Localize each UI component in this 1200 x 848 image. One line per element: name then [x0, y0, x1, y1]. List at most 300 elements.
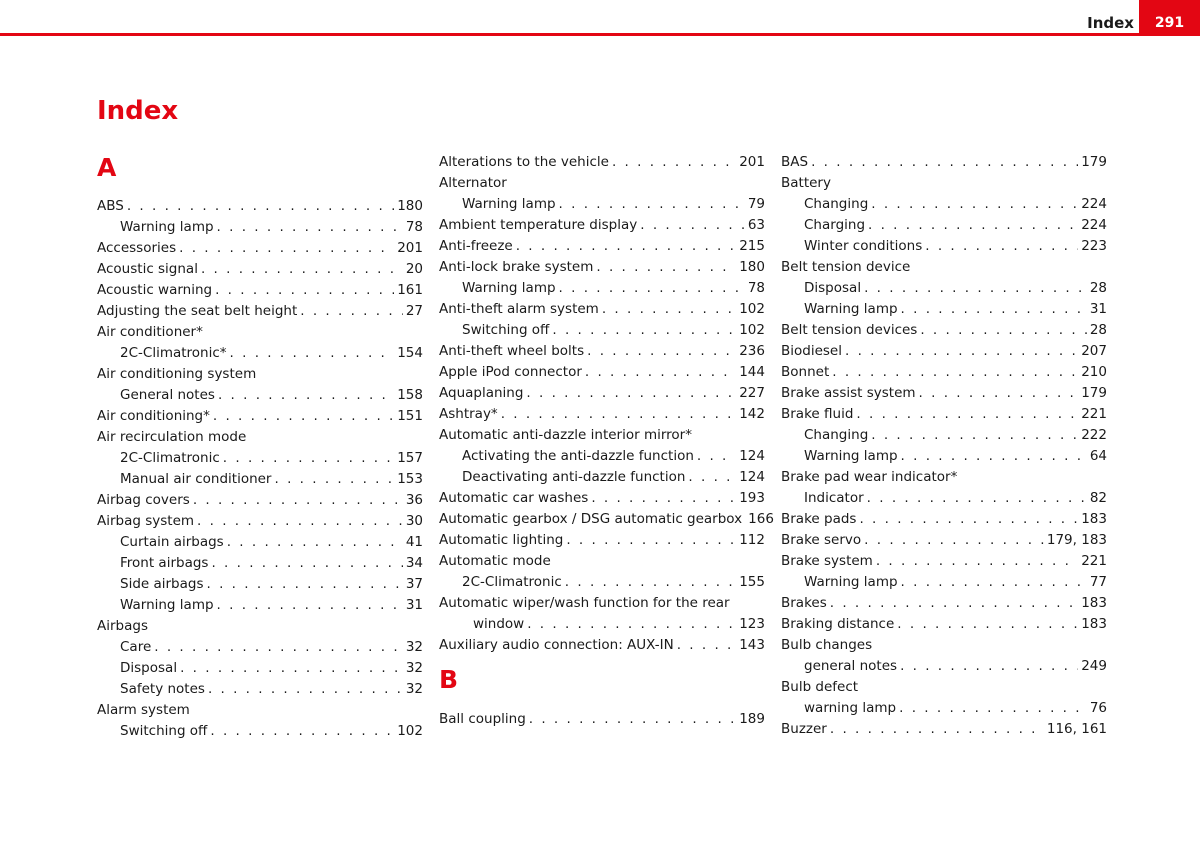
index-subentry [781, 194, 1107, 215]
index-entry [781, 509, 1107, 530]
leader-dots [197, 511, 403, 532]
leader-dots [218, 385, 394, 406]
leader-dots [585, 362, 736, 383]
entry-label: Anti-freeze [439, 238, 513, 254]
index-entry [97, 427, 423, 448]
entry-page-number: 183 [1081, 616, 1107, 632]
entry-page-number: 151 [397, 408, 423, 424]
entry-page-number: 179 [1081, 385, 1107, 401]
index-entry [97, 322, 423, 343]
entry-page-number: 112 [739, 532, 765, 548]
leader-dots [899, 698, 1087, 719]
entry-label: window [473, 616, 525, 632]
entry-page-number: 153 [397, 471, 423, 487]
entry-page-number: 41 [405, 534, 423, 550]
index-entry [439, 152, 765, 173]
index-subentry [439, 194, 765, 215]
entry-page-number: 183 [1081, 595, 1107, 611]
leader-dots [591, 488, 736, 509]
entry-page-number: 183 [1081, 511, 1107, 527]
entry-label: Automatic mode [439, 553, 551, 569]
index-subentry [439, 467, 765, 488]
index-subentry [97, 721, 423, 742]
leader-dots [223, 448, 394, 469]
entry-page-number: 32 [405, 681, 423, 697]
index-entry [781, 530, 1107, 551]
index-entry [439, 488, 765, 509]
section-letter-b: B [439, 665, 459, 694]
index-entry [97, 490, 423, 511]
entry-label: Disposal [120, 660, 178, 676]
entry-label: Automatic gearbox / DSG automatic gearbox [439, 511, 743, 527]
index-subentry [97, 532, 423, 553]
entry-page-number: 166 [748, 511, 774, 527]
entry-label: Automatic wiper/wash function for the rear [439, 595, 730, 611]
entry-label: Warning lamp [120, 597, 214, 613]
index-entry [439, 635, 765, 656]
entry-page-number: 36 [405, 492, 423, 508]
entry-label: Curtain airbags [120, 534, 224, 550]
index-subentry [439, 446, 765, 467]
index-subentry [97, 679, 423, 700]
page-title: Index [97, 96, 179, 126]
entry-label: Charging [804, 217, 866, 233]
entry-label: Alarm system [97, 702, 190, 718]
entry-page-number: 222 [1081, 427, 1107, 443]
leader-dots [900, 656, 1078, 677]
index-column-3 [781, 152, 1107, 740]
entry-page-number: 227 [739, 385, 765, 401]
index-subentry [781, 656, 1107, 677]
entry-label: General notes [120, 387, 215, 403]
index-entry [781, 467, 1107, 488]
entry-label: Airbag system [97, 513, 195, 529]
entry-page-number: 76 [1089, 700, 1107, 716]
index-subentry [781, 425, 1107, 446]
index-entry [439, 362, 765, 383]
index-subentry [97, 385, 423, 406]
entry-page-number: 32 [405, 639, 423, 655]
index-subentry [781, 299, 1107, 320]
index-subentry [97, 637, 423, 658]
entry-label: Warning lamp [462, 280, 556, 296]
entry-page-number: 193 [739, 490, 765, 506]
index-subentry [781, 572, 1107, 593]
entry-label: Care [120, 639, 152, 655]
entry-page-number: 34 [405, 555, 423, 571]
entry-label: warning lamp [804, 700, 897, 716]
page-number: 291 [1154, 15, 1185, 31]
entry-label: Anti-lock brake system [439, 259, 594, 275]
entry-page-number: 143 [739, 637, 765, 653]
entry-label: Warning lamp [804, 448, 898, 464]
entry-label: Warning lamp [462, 196, 556, 212]
leader-dots [559, 278, 745, 299]
entry-page-number: 31 [1089, 301, 1107, 317]
entry-page-number: 144 [739, 364, 765, 380]
entry-label: Brake pads [781, 511, 857, 527]
index-entry [439, 173, 765, 194]
leader-dots [193, 490, 403, 511]
index-entry [439, 404, 765, 425]
entry-label: Changing [804, 196, 869, 212]
leader-dots [677, 635, 737, 656]
entry-page-number: 27 [405, 303, 423, 319]
entry-page-number: 82 [1089, 490, 1107, 506]
leader-dots [871, 194, 1078, 215]
entry-label: Buzzer [781, 721, 827, 737]
entry-page-number: 102 [397, 723, 423, 739]
entry-label: Auxiliary audio connection: AUX-IN [439, 637, 674, 653]
entry-label: Brake assist system [781, 385, 916, 401]
entry-label: Indicator [804, 490, 864, 506]
entry-page-number: 158 [397, 387, 423, 403]
entry-label: Biodiesel [781, 343, 842, 359]
entry-page-number: 78 [747, 280, 765, 296]
index-list [781, 152, 1107, 740]
entry-label: Automatic anti-dazzle interior mirror* [439, 427, 692, 443]
leader-dots [516, 236, 737, 257]
leader-dots [217, 595, 403, 616]
index-entry [97, 700, 423, 721]
leader-dots [688, 467, 736, 488]
section-letter-a: A [97, 153, 117, 182]
index-entry [439, 530, 765, 551]
entry-page-number: 201 [739, 154, 765, 170]
leader-dots [901, 446, 1087, 467]
leader-dots [697, 446, 736, 467]
leader-dots [230, 343, 395, 364]
index-list [439, 152, 774, 656]
leader-dots [180, 658, 403, 679]
index-entry [781, 152, 1107, 173]
leader-dots [845, 341, 1078, 362]
index-subentry [781, 215, 1107, 236]
entry-label: 2C-Climatronic [462, 574, 562, 590]
leader-dots [864, 530, 1044, 551]
index-entry [781, 362, 1107, 383]
index-entry [439, 593, 765, 614]
entry-label: Brakes [781, 595, 827, 611]
leader-dots [925, 236, 1078, 257]
entry-label: Aquaplaning [439, 385, 524, 401]
entry-label: Brake system [781, 553, 873, 569]
index-entry [97, 616, 423, 637]
entry-label: Apple iPod connector [439, 364, 582, 380]
entry-label: Ambient temperature display [439, 217, 638, 233]
entry-label: Adjusting the seat belt height [97, 303, 298, 319]
index-entry [781, 383, 1107, 404]
index-subentry [781, 278, 1107, 299]
index-entry [439, 551, 765, 572]
leader-dots [901, 572, 1087, 593]
entry-label: Alternator [439, 175, 507, 191]
entry-label: Acoustic warning [97, 282, 213, 298]
entry-label: Brake fluid [781, 406, 854, 422]
entry-label: Air conditioner* [97, 324, 203, 340]
index-subentry [97, 448, 423, 469]
index-subentry [781, 236, 1107, 257]
entry-page-number: 179 [1081, 154, 1107, 170]
entry-page-number: 215 [739, 238, 765, 254]
index-subentry [97, 469, 423, 490]
index-column-2 [439, 152, 774, 730]
entry-page-number: 189 [739, 711, 765, 727]
leader-dots [127, 196, 394, 217]
leader-dots [217, 217, 403, 238]
index-entry [781, 257, 1107, 278]
entry-page-number: 124 [739, 469, 765, 485]
leader-dots [832, 362, 1078, 383]
entry-label: Bonnet [781, 364, 830, 380]
entry-label: Anti-theft alarm system [439, 301, 599, 317]
entry-label: Alterations to the vehicle [439, 154, 609, 170]
index-entry [439, 425, 765, 446]
leader-dots [612, 152, 736, 173]
index-subentry [97, 574, 423, 595]
index-subentry [781, 446, 1107, 467]
index-entry [97, 196, 423, 217]
entry-page-number: 63 [747, 217, 765, 233]
entry-label: Airbags [97, 618, 148, 634]
entry-page-number: 78 [405, 219, 423, 235]
leader-dots [201, 259, 403, 280]
index-entry [97, 511, 423, 532]
index-subentry [439, 320, 765, 341]
leader-dots [154, 637, 403, 658]
leader-dots [897, 614, 1078, 635]
index-entry [439, 257, 765, 278]
entry-page-number: 201 [397, 240, 423, 256]
entry-label: Airbag covers [97, 492, 190, 508]
entry-page-number: 64 [1089, 448, 1107, 464]
entry-label: Belt tension device [781, 259, 911, 275]
leader-dots [867, 488, 1087, 509]
entry-label: Winter conditions [804, 238, 923, 254]
leader-dots [559, 194, 745, 215]
entry-page-number: 155 [739, 574, 765, 590]
entry-label: Braking distance [781, 616, 895, 632]
leader-dots [856, 404, 1078, 425]
index-entry [439, 299, 765, 320]
entry-label: Brake servo [781, 532, 862, 548]
entry-page-number: 207 [1081, 343, 1107, 359]
entry-page-number: 116, 161 [1046, 721, 1107, 737]
index-entry [97, 238, 423, 259]
entry-label: Warning lamp [804, 574, 898, 590]
index-entry [439, 509, 774, 530]
entry-page-number: 20 [405, 261, 423, 277]
index-subentry [439, 278, 765, 299]
entry-label: Changing [804, 427, 869, 443]
index-subentry [439, 572, 765, 593]
index-entry [781, 719, 1107, 740]
index-entry [781, 614, 1107, 635]
leader-dots [920, 320, 1086, 341]
leader-dots [596, 257, 736, 278]
entry-label: Ball coupling [439, 711, 526, 727]
entry-label: Activating the anti-dazzle function [462, 448, 694, 464]
index-entry [439, 383, 765, 404]
entry-page-number: 31 [405, 597, 423, 613]
leader-dots [868, 215, 1078, 236]
index-subentry [97, 595, 423, 616]
index-entry [97, 280, 423, 301]
entry-page-number: 102 [739, 301, 765, 317]
entry-page-number: 223 [1081, 238, 1107, 254]
entry-label: Warning lamp [804, 301, 898, 317]
entry-page-number: 32 [405, 660, 423, 676]
index-entry [781, 593, 1107, 614]
leader-dots [640, 215, 745, 236]
index-entry [97, 364, 423, 385]
leader-dots [208, 679, 403, 700]
entry-page-number: 236 [739, 343, 765, 359]
index-subentry [781, 698, 1107, 719]
entry-page-number: 123 [739, 616, 765, 632]
leader-dots [830, 719, 1044, 740]
index-entry [781, 635, 1107, 656]
index-subentry [781, 488, 1107, 509]
leader-dots [179, 238, 394, 259]
leader-dots [501, 404, 737, 425]
entry-label: Warning lamp [120, 219, 214, 235]
entry-label: Ashtray* [439, 406, 498, 422]
entry-page-number: 28 [1089, 280, 1107, 296]
entry-label: Switching off [462, 322, 550, 338]
index-entry [97, 259, 423, 280]
entry-page-number: 28 [1089, 322, 1107, 338]
entry-page-number: 249 [1081, 658, 1107, 674]
index-entry [97, 301, 423, 322]
index-entry [97, 406, 423, 427]
entry-page-number: 157 [397, 450, 423, 466]
entry-page-number: 161 [397, 282, 423, 298]
entry-label: general notes [804, 658, 898, 674]
entry-label: Belt tension devices [781, 322, 918, 338]
index-subentry [97, 217, 423, 238]
entry-label: BAS [781, 154, 809, 170]
entry-label: Manual air conditioner [120, 471, 272, 487]
leader-dots [565, 572, 736, 593]
leader-dots [859, 509, 1078, 530]
index-entry [781, 173, 1107, 194]
running-title: Index [1087, 14, 1134, 32]
entry-label: Air conditioning* [97, 408, 210, 424]
leader-dots [602, 299, 736, 320]
index-subentry [97, 343, 423, 364]
entry-label: Accessories [97, 240, 177, 256]
leader-dots [213, 406, 394, 427]
entry-page-number: 142 [739, 406, 765, 422]
entry-label: Deactivating anti-dazzle function [462, 469, 686, 485]
index-entry [781, 341, 1107, 362]
entry-page-number: 77 [1089, 574, 1107, 590]
leader-dots [210, 721, 394, 742]
leader-dots [901, 299, 1087, 320]
index-entry [781, 404, 1107, 425]
page-number-box [1139, 0, 1200, 34]
entry-label: Acoustic signal [97, 261, 198, 277]
entry-label: 2C-Climatronic* [120, 345, 227, 361]
leader-dots [211, 553, 402, 574]
entry-label: Automatic car washes [439, 490, 589, 506]
leader-dots [207, 574, 403, 595]
entry-page-number: 154 [397, 345, 423, 361]
entry-label: Bulb changes [781, 637, 873, 653]
entry-label: Automatic lighting [439, 532, 564, 548]
leader-dots [527, 614, 736, 635]
leader-dots [811, 152, 1078, 173]
index-entry [781, 677, 1107, 698]
entry-page-number: 180 [397, 198, 423, 214]
leader-dots [529, 709, 736, 730]
entry-label: Front airbags [120, 555, 209, 571]
entry-label: Side airbags [120, 576, 204, 592]
index-entry [439, 709, 765, 730]
index-entry [781, 551, 1107, 572]
index-subentry [97, 658, 423, 679]
entry-page-number: 79 [747, 196, 765, 212]
leader-dots [871, 425, 1078, 446]
leader-dots [830, 593, 1078, 614]
leader-dots [215, 280, 394, 301]
entry-page-number: 102 [739, 322, 765, 338]
entry-label: 2C-Climatronic [120, 450, 220, 466]
index-subentry [97, 553, 423, 574]
index-column-1 [97, 152, 423, 742]
entry-label: Air recirculation mode [97, 429, 247, 445]
index-entry [781, 320, 1107, 341]
leader-dots [526, 383, 736, 404]
index-entry [439, 236, 765, 257]
leader-dots [919, 383, 1079, 404]
entry-label: Safety notes [120, 681, 205, 697]
leader-dots [300, 301, 403, 322]
header-rule [0, 33, 1200, 36]
entry-page-number: 30 [405, 513, 423, 529]
leader-dots [227, 532, 403, 553]
entry-label: Switching off [120, 723, 208, 739]
index-entry [439, 341, 765, 362]
entry-page-number: 180 [739, 259, 765, 275]
entry-label: Bulb defect [781, 679, 859, 695]
leader-dots [566, 530, 736, 551]
entry-page-number: 179, 183 [1046, 532, 1107, 548]
entry-label: Brake pad wear indicator* [781, 469, 958, 485]
entry-label: Battery [781, 175, 831, 191]
entry-page-number: 224 [1081, 196, 1107, 212]
entry-label: ABS [97, 198, 124, 214]
entry-label: Disposal [804, 280, 862, 296]
leader-dots [876, 551, 1078, 572]
entry-page-number: 37 [405, 576, 423, 592]
entry-page-number: 221 [1081, 406, 1107, 422]
leader-dots [552, 320, 736, 341]
entry-label: Air conditioning system [97, 366, 257, 382]
index-subentry [439, 614, 765, 635]
entry-page-number: 210 [1081, 364, 1107, 380]
entry-page-number: 221 [1081, 553, 1107, 569]
leader-dots [275, 469, 395, 490]
index-entry [439, 215, 765, 236]
leader-dots [587, 341, 736, 362]
index-list [439, 709, 765, 730]
leader-dots [864, 278, 1087, 299]
entry-page-number: 224 [1081, 217, 1107, 233]
entry-label: Anti-theft wheel bolts [439, 343, 585, 359]
index-list [97, 196, 423, 742]
